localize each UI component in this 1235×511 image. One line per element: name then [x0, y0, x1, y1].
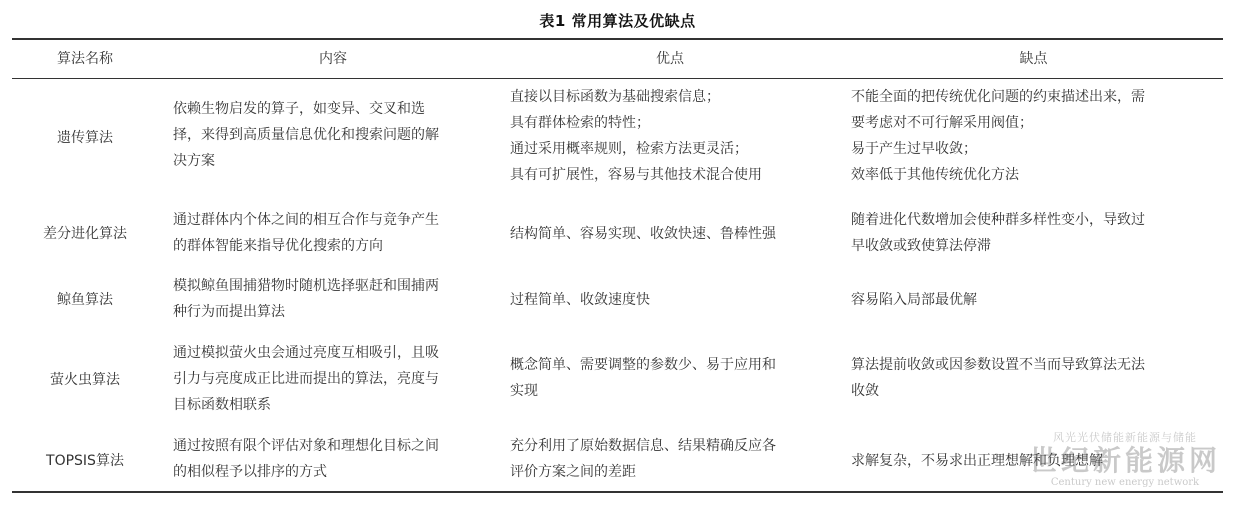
header-content: 内容 [319, 51, 347, 67]
row-content [173, 273, 493, 325]
row-name: 差分进化算法 [43, 226, 127, 242]
pros-line: 直接以目标函数为基础搜索信息； [510, 89, 720, 105]
row-pros [510, 84, 830, 188]
pros-line: 通过采用概率规则，检索方法更灵活； [510, 141, 748, 157]
cons-line: 算法提前收敛或因参数设置不当而导致算法无法 [851, 357, 1145, 373]
cons-line: 要考虑对不可行解采用阀值； [851, 115, 1033, 131]
pros-line: 概念简单、需要调整的参数少、易于应用和 [510, 357, 776, 373]
row-content [173, 207, 493, 259]
row-cons [851, 84, 1216, 188]
row-pros [510, 352, 830, 404]
pros-line: 充分利用了原始数据信息、结果精确反应各 [510, 438, 776, 454]
row-name: 鲸鱼算法 [57, 292, 113, 308]
content-line: 的群体智能来指导优化搜索的方向 [173, 238, 383, 254]
pros-line: 评价方案之间的差距 [510, 464, 636, 480]
cons-line: 求解复杂，不易求出正理想解和负理想解 [851, 453, 1103, 469]
row-content [173, 433, 493, 485]
watermark-top-text: 风光光伏储能新能源与储能 [1053, 431, 1197, 444]
row-name: 萤火虫算法 [50, 372, 120, 388]
content-line: 依赖生物启发的算子，如变异、交叉和选 [173, 101, 425, 117]
row-cons [851, 207, 1216, 259]
row-cons [851, 287, 1216, 313]
cons-line: 收敛 [851, 383, 879, 399]
row-pros [510, 287, 830, 313]
content-line: 种行为而提出算法 [173, 304, 285, 320]
cons-line: 不能全面的把传统优化问题的约束描述出来，需 [851, 89, 1145, 105]
content-line: 模拟鲸鱼围捕猎物时随机选择驱赶和围捕两 [173, 278, 439, 294]
row-name: TOPSIS算法 [46, 453, 124, 469]
content-line: 择，来得到高质量信息优化和搜索问题的解 [173, 127, 439, 143]
cons-line: 早收敛或致使算法停滞 [851, 238, 991, 254]
content-line: 引力与亮度成正比进而提出的算法，亮度与 [173, 371, 439, 387]
content-line: 通过群体内个体之间的相互合作与竞争产生 [173, 212, 439, 228]
pros-line: 具有群体检索的特性； [510, 115, 650, 131]
pros-line: 过程简单、收敛速度快 [510, 292, 650, 308]
table-title: 表1 常用算法及优缺点 [539, 12, 696, 30]
header-pros: 优点 [656, 51, 684, 67]
table-header-rule [12, 78, 1223, 79]
pros-line: 具有可扩展性，容易与其他技术混合使用 [510, 167, 762, 183]
cons-line: 效率低于其他传统优化方法 [851, 167, 1019, 183]
cons-line: 随着进化代数增加会使种群多样性变小，导致过 [851, 212, 1145, 228]
content-line: 决方案 [173, 153, 215, 169]
watermark-logo [1025, 429, 1225, 507]
content-line: 通过按照有限个评估对象和理想化目标之间 [173, 438, 439, 454]
row-pros [510, 221, 830, 247]
header-cons: 缺点 [1019, 51, 1048, 67]
header-algorithm-name: 算法名称 [57, 51, 113, 67]
row-content [173, 340, 493, 418]
row-cons [851, 352, 1216, 404]
row-name: 遗传算法 [57, 130, 113, 146]
watermark-english-text: Century new energy network [1050, 477, 1200, 488]
watermark-main-text: 世纪新能源网 [1028, 444, 1221, 477]
pros-line: 结构简单、容易实现、收敛快速、鲁棒性强 [510, 226, 776, 242]
row-content [173, 96, 493, 174]
cons-line: 容易陷入局部最优解 [851, 292, 977, 308]
row-pros [510, 433, 830, 485]
pros-line: 实现 [510, 383, 538, 399]
content-line: 通过模拟萤火虫会通过亮度互相吸引，且吸 [173, 345, 439, 361]
content-line: 的相似程予以排序的方式 [173, 464, 327, 480]
cons-line: 易于产生过早收敛； [851, 141, 977, 157]
table-top-rule [12, 38, 1223, 40]
content-line: 目标函数相联系 [173, 397, 271, 413]
